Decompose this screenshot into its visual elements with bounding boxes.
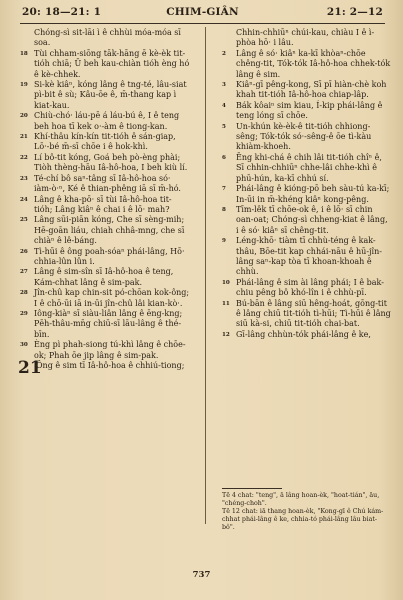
verse-number: 29 bbox=[20, 310, 28, 317]
verse bbox=[20, 80, 190, 111]
verse-number: 30 bbox=[20, 342, 28, 349]
verse bbox=[20, 153, 190, 174]
verse-text: Bú-bān ê lâng siū hêng-hoát, gōng-tit ê lâng chiū tit-tióh tì-hūi; Tì-hūi ê lâng siū kà-si, chiū tit-tióh chai-bat. bbox=[236, 298, 391, 329]
verse-number: 10 bbox=[222, 279, 230, 286]
verse-text: Bák kôaiⁿ sim kiau, Í-kip phái-lâng ê teng lóng sī chōe. bbox=[236, 100, 383, 121]
running-header bbox=[22, 6, 383, 22]
verse bbox=[20, 28, 190, 49]
verse-text: Lâng ê kha-pō· sī tùi Iâ-hô-hoa tit-tióh; Lâng kiâⁿ ê chai i ê lō· mah? bbox=[34, 194, 172, 214]
header-left-reference: 20: 18—21: 1 bbox=[22, 6, 102, 18]
verse-number: 9 bbox=[222, 238, 226, 245]
verse-text: Tì-hūi ê ông poah-sóaⁿ phái-lâng, Hō· chhia-lûn lûn i. bbox=[34, 246, 185, 266]
verse bbox=[20, 132, 190, 153]
chapter-start-verse bbox=[18, 358, 190, 378]
verse bbox=[20, 340, 190, 361]
verse-number: 5 bbox=[222, 123, 226, 130]
verse-text: Tīm-lêk tī chōe-ok ê, i ê lō· sī chin oan-oat; Chóng-sì chheng-kiat ê lâng, i ê só· kiâⁿ sī chêng-tit. bbox=[236, 204, 388, 235]
verse bbox=[20, 247, 190, 268]
verse-number: 28 bbox=[20, 290, 28, 297]
verse-number: 24 bbox=[20, 196, 28, 203]
verse-text: Phái-lâng ê sim ài lâng phái; I ê bak-chiu pêng bô khó-lîn i ê chhù-pī. bbox=[236, 277, 384, 298]
verse bbox=[222, 278, 392, 299]
verse-number: 12 bbox=[222, 331, 230, 338]
verse bbox=[222, 299, 392, 330]
column-divider bbox=[205, 27, 206, 524]
verse-text: Tùi chham-siōng tāk-hāng ē kè-èk tit-tióh chiā; Ū beh kau-chiàn tióh èng hó ê kè-chhek. bbox=[34, 48, 190, 79]
left-column bbox=[18, 28, 190, 378]
verse-text: Khí-thâu kín-kín tit-tióh ê sán-giap, Lō·-bé m̄-sī chōe i ê hok-khì. bbox=[34, 132, 176, 152]
verse-text: Chhin-chhiūⁿ chúi-kau, chiàu I ê ì-phòa hō· i lâu. bbox=[236, 28, 375, 48]
verse-number: 22 bbox=[20, 154, 28, 161]
verse bbox=[222, 330, 392, 340]
verse-text: Gī-lâng chhùn-tók phái-lâng ê ke, bbox=[236, 329, 371, 339]
verse-text: Lí bô-tit kóng, Goá beh pò-èng phài; Tiòh thèng-hāu Iâ-hô-hoa, I beh kiù lí. bbox=[34, 152, 188, 173]
page-number: 737 bbox=[192, 570, 211, 580]
header-right-reference: 21: 2—12 bbox=[326, 6, 383, 18]
header-book-title: CHIM-GIÂN bbox=[166, 6, 239, 18]
footnote: Tē 4 chat: "teng", ā lâng hoan-èk, "hoat-tián", āu, "chéng-choh". bbox=[222, 492, 380, 507]
verse-number: 21 bbox=[20, 134, 28, 141]
verse-text: Lâng ê sim-sîn sī Iâ-hô-hoa ê teng, Kám-chhat lâng ê sim-pak. bbox=[34, 267, 174, 287]
verse-number: 20 bbox=[20, 113, 28, 120]
verse-number: 18 bbox=[20, 50, 28, 57]
verse bbox=[222, 236, 392, 278]
verse bbox=[20, 174, 190, 195]
right-column bbox=[222, 28, 392, 340]
verse bbox=[222, 205, 392, 236]
verse-number: 2 bbox=[222, 50, 226, 57]
verse-text: Té-chí bô saⁿ-tâng sī Iâ-hô-hoa só· iàm-ò·ⁿ, Ké ê thian-phêng iā sī m̄-hó. bbox=[34, 173, 181, 194]
verse bbox=[20, 49, 190, 80]
verse-number: 3 bbox=[222, 82, 226, 89]
verse-text: Ēng khi-chá ê chih lâi tit-tióh chîⁿ ê, Sī chhin-chhiūⁿ chhe-lâi chhe-khì ê phū-hún, ka-kī chhú sí. bbox=[236, 152, 382, 183]
verse-text: Lâng sūi-piān kóng, Che sī sèng-mih; Hē-goān liáu, chiah chhâ-mng, che sī chiàⁿ ê lê-báng. bbox=[34, 215, 185, 246]
verse-text: Kiâⁿ-gī pêng-kong, Sī pī hiàn-chè koh khah tit-tióh Iâ-hô-hoa chiap-lâp. bbox=[236, 80, 387, 100]
verse-number: 23 bbox=[20, 175, 28, 182]
verse-text: Chiù-chó· láu-pē á láu-bú ê, I ê teng beh hoa tī kek o·-àm ê tiong-kan. bbox=[34, 111, 180, 131]
verse-number: 26 bbox=[20, 248, 28, 255]
verse-number: 11 bbox=[222, 300, 230, 307]
verse-text: Léng-khō· tiàm tī chhù-téng ê kak-thâu, Bōe-tit kap chhái-nāu ê hū-jîn-lâng saⁿ-kap tòa tī khoan-khoah ê chhù. bbox=[236, 236, 382, 277]
verse bbox=[222, 153, 392, 184]
verse bbox=[20, 267, 190, 288]
verse-number: 6 bbox=[222, 154, 226, 161]
verse bbox=[222, 184, 392, 205]
verse bbox=[20, 309, 190, 340]
verse bbox=[222, 101, 392, 122]
verse-number: 4 bbox=[222, 102, 226, 109]
verse-text: Jîn-chû kap chin-sit pó-chōan kok-ông; I ê chō-ūi iā in-ūi jîn-chû lâi kian-kò·. bbox=[34, 288, 190, 308]
verse-text: Si-kè kiâⁿ, kóng lâng ê tng-té, lâu-siat pì-bit ê sù; Kâu-ōe ê, m̄-thang kap ì kiat-kau. bbox=[34, 80, 187, 110]
verse-number: 27 bbox=[20, 269, 28, 276]
verse bbox=[222, 122, 392, 153]
footnote-rule bbox=[222, 488, 282, 489]
verse-text: Chóng-sì sit-lāi ì ê chhùi móa-móa sī soa. bbox=[34, 28, 181, 48]
verse bbox=[20, 288, 190, 309]
verse-number: 19 bbox=[20, 82, 28, 89]
verse bbox=[20, 111, 190, 132]
verse-text: Ông ê sim tī Iâ-hô-hoa ê chhiú-tiong; bbox=[36, 361, 185, 370]
verse-number: 8 bbox=[222, 206, 226, 213]
footnotes bbox=[222, 492, 388, 532]
verse-text: Lâng ê só· kiâⁿ ka-kī khòaⁿ-chōe chêng-tit, Tók-tók Iâ-hô-hoa chhek-tók lâng ê sim. bbox=[236, 48, 391, 79]
footnote: Tē 12 chat: iā thang hoan-èk, "Kong-gī ê Chú kám-chhat phái-lâng ê ke, chhia-tó phái-lâng lâu biat-bô". bbox=[222, 508, 384, 531]
verse bbox=[222, 49, 392, 80]
verse bbox=[222, 80, 392, 101]
verse-number: 25 bbox=[20, 217, 28, 224]
verse-text: Phái-lâng ê kióng-pō beh sàu-tú ka-kī; In-ūi in m̄-khéng kiâⁿ kong-pêng. bbox=[236, 184, 390, 204]
verse bbox=[20, 195, 190, 216]
verse-text: Un-khún kè-èk-ê tit-tióh chhiong-sêng; Tók-tók só·-sêng-ê ōe tì-kàu khiàm-khoeh. bbox=[236, 121, 372, 152]
verse-text: Iông-kiàⁿ sī siàu-liân lâng ê ēng-kng; Pēh-thâu-mn̄g chiū-sī lāu-lâng ê thé-bīn. bbox=[34, 308, 183, 339]
verse bbox=[20, 215, 190, 246]
chapter-number: 21 bbox=[18, 358, 42, 378]
verse bbox=[222, 28, 392, 49]
header-rule bbox=[20, 23, 385, 24]
verse-text: Èng pì phah-siong tú-khì lâng ê chōe-ok; Phah ōe jip lâng ê sim-pak. bbox=[34, 340, 186, 360]
verse-number: 7 bbox=[222, 186, 226, 193]
